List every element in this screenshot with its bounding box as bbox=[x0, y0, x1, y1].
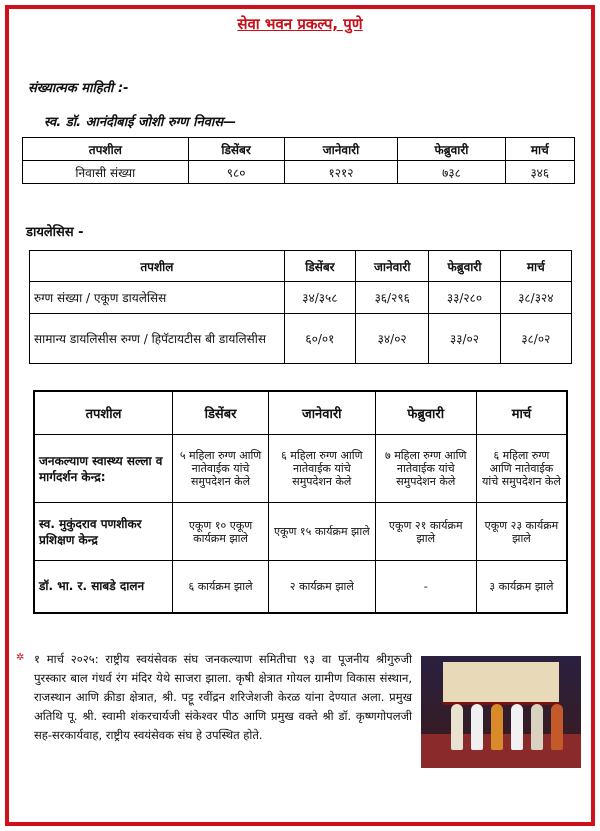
table-cell: १२१२ bbox=[284, 161, 398, 184]
header-cell: मार्च bbox=[500, 251, 571, 282]
subheading: स्व. डॉ. आनंदीबाई जोशी रुग्ण निवास— bbox=[44, 115, 237, 130]
table-cell: ६ महिला रुग्ण आणि नातेवाईक यांचे समुपदेशन केले bbox=[269, 435, 376, 503]
table-cell: ६०/०१ bbox=[284, 314, 355, 364]
table-cell: ३४/३५८ bbox=[284, 282, 355, 314]
table-cell: डॉ. भा. र. साबडे दालन bbox=[34, 561, 173, 613]
person-figure bbox=[471, 704, 483, 750]
table-cell: ६ कार्यक्रम झाले bbox=[173, 561, 269, 613]
header-cell: तपशील bbox=[34, 391, 173, 435]
header-cell: मार्च bbox=[505, 138, 574, 161]
table-cell: २ कार्यक्रम झाले bbox=[269, 561, 376, 613]
header-cell: मार्च bbox=[476, 391, 567, 435]
person-figure bbox=[491, 704, 503, 750]
table-cell: एकूण १० एकूण कार्यक्रम झाले bbox=[173, 503, 269, 561]
person-figure bbox=[511, 704, 523, 750]
table-cell: रुग्ण संख्या / एकूण डायलेसिस bbox=[30, 282, 285, 314]
table-cell: ३६/२९६ bbox=[356, 282, 429, 314]
table-cell: ३ कार्यक्रम झाले bbox=[476, 561, 567, 613]
table-cell: ३३/०२ bbox=[429, 314, 500, 364]
table-cell: ३३/२८० bbox=[429, 282, 500, 314]
table-cell: स्व. मुकुंदराव पणशीकर प्रशिक्षण केन्द्र bbox=[34, 503, 173, 561]
table-cell: सामान्य डायलिसीस रुग्ण / हिपॅटायटीस बी डायलिसीस bbox=[30, 314, 285, 364]
event-note: १ मार्च २०२५: राष्ट्रीय स्वयंसेवक संघ जनकल्याण समितीचा ९३ वा पूजनीय श्रीगुरुजी पुरस्कार बाल गंधर्व रंग मंदिर येथे साजरा झाला. कृषी क्षेत्रात गोयल ग्रामीण विकास संस्थान, राजस्थान आणि क्रीडा क्षेत्रात, श्री. पट्टू रवींद्रन शरिजेशजी केरळ यांना देण्यात अला. प्रमुख अतिथि पू. श्री. स्वामी शंकरचार्यजी संकेश्वर पीठ आणि प्रमुख वक्ते श्री डॉ. कृष्णगोपलजी सह-सरकार्यवाह, राष्ट्रीय स्वयंसेवक संघ हे उपस्थित होते. bbox=[34, 652, 412, 742]
section-heading: संख्यात्मक माहिती :- bbox=[28, 81, 129, 96]
table-cell: ६ महिला रुग्ण आणि नातेवाईक यांचे समुपदेशन केले bbox=[476, 435, 567, 503]
header-cell: डिसेंबर bbox=[188, 138, 284, 161]
star-icon: ✲ bbox=[16, 652, 25, 663]
activities-table bbox=[33, 390, 568, 614]
person-figure bbox=[451, 704, 463, 750]
table-row bbox=[34, 435, 567, 503]
table-cell: निवासी संख्या bbox=[23, 161, 189, 184]
header-cell: फेब्रुवारी bbox=[375, 391, 476, 435]
table-cell: ३८/३२४ bbox=[500, 282, 571, 314]
header-cell: तपशील bbox=[23, 138, 189, 161]
table-cell: ९८० bbox=[188, 161, 284, 184]
table-row bbox=[30, 314, 572, 364]
dialysis-heading: डायलेसिस - bbox=[26, 225, 84, 240]
header-cell: जानेवारी bbox=[356, 251, 429, 282]
table-header-row bbox=[23, 138, 575, 161]
header-cell: जानेवारी bbox=[269, 391, 376, 435]
table-cell: - bbox=[375, 561, 476, 613]
table-row bbox=[34, 503, 567, 561]
person-figure bbox=[531, 704, 543, 750]
table-cell: ७३८ bbox=[398, 161, 505, 184]
table-row bbox=[34, 561, 567, 613]
table-cell: ३४६ bbox=[505, 161, 574, 184]
table-cell: ७ महिला रुग्ण आणि नातेवाईक यांचे समुपदेशन केले bbox=[375, 435, 476, 503]
event-photo bbox=[421, 656, 581, 768]
header-cell: तपशील bbox=[30, 251, 285, 282]
table-header-row bbox=[34, 391, 567, 435]
table-cell: ३८/०२ bbox=[500, 314, 571, 364]
header-cell: फेब्रुवारी bbox=[429, 251, 500, 282]
header-cell: जानेवारी bbox=[284, 138, 398, 161]
residence-table bbox=[22, 137, 575, 184]
header-cell: डिसेंबर bbox=[173, 391, 269, 435]
header-cell: फेब्रुवारी bbox=[398, 138, 505, 161]
person-figure bbox=[551, 704, 563, 750]
table-cell: एकूण २३ कार्यक्रम झाले bbox=[476, 503, 567, 561]
table-header-row bbox=[30, 251, 572, 282]
table-cell: एकूण १५ कार्यक्रम झाले bbox=[269, 503, 376, 561]
table-cell: ५ महिला रुग्ण आणि नातेवाईक यांचे समुपदेशन केले bbox=[173, 435, 269, 503]
stage-banner bbox=[443, 662, 559, 705]
table-cell: ३४/०२ bbox=[356, 314, 429, 364]
table-cell: एकूण २१ कार्यक्रम झाले bbox=[375, 503, 476, 561]
dialysis-table bbox=[29, 250, 572, 364]
header-cell: डिसेंबर bbox=[284, 251, 355, 282]
table-row bbox=[30, 282, 572, 314]
table-cell: जनकल्याण स्वास्थ्य सल्ला व मार्गदर्शन केन्द्र: bbox=[34, 435, 173, 503]
table-row bbox=[23, 161, 575, 184]
page-title: सेवा भवन प्रकल्प, पुणे bbox=[237, 15, 363, 33]
